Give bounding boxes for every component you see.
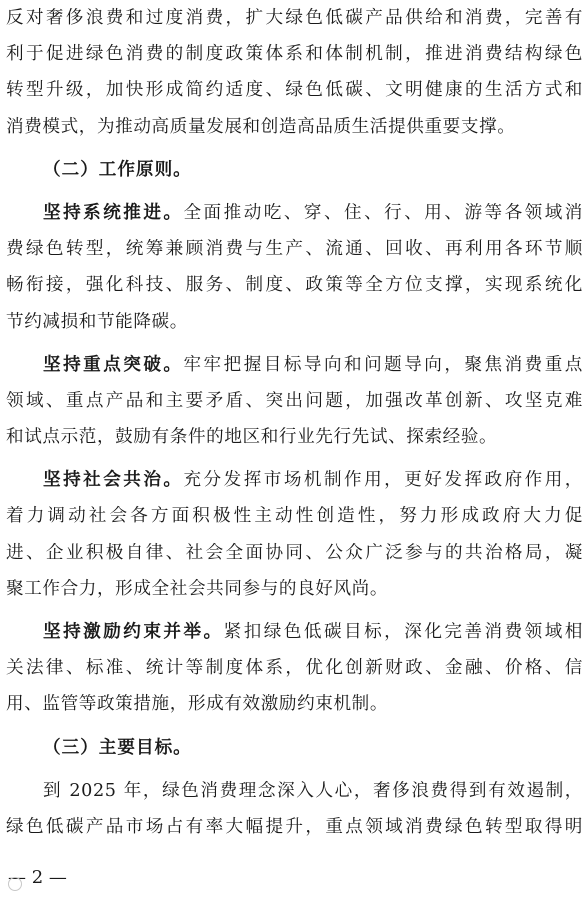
text-line: 着力调动社会各方面积极性主动性创造性，努力形成政府大力促 <box>6 506 583 527</box>
text-line: 到 2025 年，绿色消费理念深入人心，奢侈浪费得到有效遏制， <box>43 780 583 801</box>
text-line: 聚工作合力，形成全社会共同参与的良好风尚。 <box>6 578 389 599</box>
principle-title: 坚持激励约束并举。 <box>43 621 224 642</box>
watermark-logo-icon <box>8 877 22 891</box>
text-line: 和试点示范，鼓励有条件的地区和行业先行先试、探索经验。 <box>6 427 498 448</box>
principle-title: 坚持社会共治。 <box>43 469 184 491</box>
text-line: 领域、重点产品和主要矛盾、突出问题，加强改革创新、攻坚克难 <box>6 390 583 411</box>
paragraph-first-line <box>6 347 583 383</box>
text-line: 转型升级，加快形成简约适度、绿色低碳、文明健康的生活方式和 <box>6 80 583 101</box>
principle-title: 坚持重点突破。 <box>43 353 184 375</box>
text-line: 绿色低碳产品市场占有率大幅提升，重点领域消费绿色转型取得明 <box>6 816 583 837</box>
section-heading-main-goals: （三）主要目标。 <box>43 736 192 758</box>
text-line: 关法律、标准、统计等制度体系，优化创新财政、金融、价格、信 <box>6 658 583 679</box>
paragraph-first-line <box>6 462 583 498</box>
text-line: 畅衔接，强化科技、服务、制度、政策等全方位支撑，实现系统化 <box>6 275 583 296</box>
principle-title: 坚持系统推进。 <box>43 201 184 223</box>
section-heading-work-principles: （二）工作原则。 <box>43 158 192 180</box>
paragraph-first-line <box>6 195 583 231</box>
text-line: 进、企业积极自律、社会全面协同、公众广泛参与的共治格局，凝 <box>6 542 583 563</box>
paragraph-first-line <box>6 614 583 650</box>
text-line: 用、监管等政策措施，形成有效激励约束机制。 <box>6 694 389 715</box>
principle-text: 充分发挥市场机制作用，更好发挥政府作用， <box>183 470 583 491</box>
text-line: 反对奢侈浪费和过度消费，扩大绿色低碳产品供给和消费，完善有 <box>6 8 583 28</box>
principle-text: 紧扣绿色低碳目标，深化完善消费领域相 <box>223 622 583 642</box>
watermark <box>8 876 25 891</box>
text-line: 利于促进绿色消费的制度政策体系和体制机制，推进消费结构绿色 <box>6 44 583 65</box>
principle-text: 全面推动吃、穿、住、行、用、游等各领域消 <box>183 202 583 223</box>
principle-text: 牢牢把握目标导向和问题导向，聚焦消费重点 <box>183 354 583 375</box>
text-line: 节约减损和节能降碳。 <box>6 311 188 332</box>
page-number: — 2 — <box>8 867 67 888</box>
text-line: 费绿色转型，统筹兼顾消费与生产、流通、回收、再利用各环节顺 <box>6 239 583 260</box>
text-line: 消费模式，为推动高质量发展和创造高品质生活提供重要支撑。 <box>6 116 516 137</box>
